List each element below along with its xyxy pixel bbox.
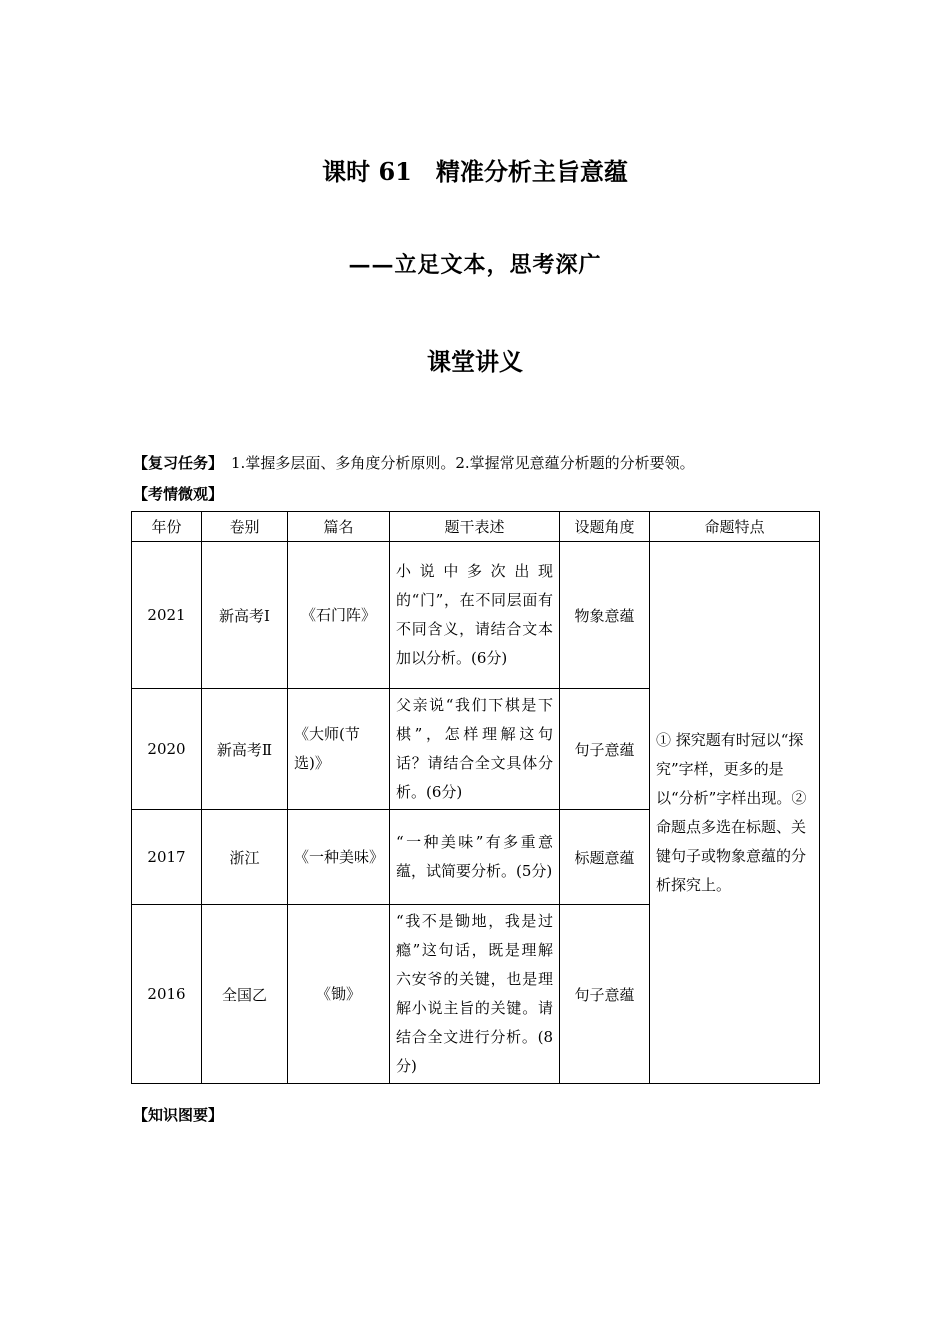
cell-question: 小说中多次出现的“门”，在不同层面有不同含义，请结合文本加以分析。(6分) [390, 542, 560, 689]
review-text: 1.掌握多层面、多角度分析原则。2.掌握常见意蕴分析题的分析要领。 [231, 454, 695, 472]
cell-year: 2017 [132, 810, 202, 905]
cell-angle: 句子意蕴 [560, 905, 650, 1084]
cell-paper: 新高考Ⅱ [202, 689, 288, 810]
cell-angle: 句子意蕴 [560, 689, 650, 810]
cell-year: 2020 [132, 689, 202, 810]
col-header-features: 命题特点 [650, 512, 820, 542]
cell-paper: 新高考Ⅰ [202, 542, 288, 689]
table-row [132, 542, 820, 689]
page-title: 课时 61 精准分析主旨意蕴 [322, 157, 628, 186]
cell-paper: 浙江 [202, 810, 288, 905]
cell-title: 《一种美味》 [288, 810, 390, 905]
exam-label: 【考情微观】 [133, 485, 224, 503]
review-task [133, 452, 695, 473]
col-header-angle: 设题角度 [560, 512, 650, 542]
cell-question: 父亲说“我们下棋是下棋”，怎样理解这句话？请结合全文具体分析。(6分) [390, 689, 560, 810]
table-header-row [132, 512, 820, 542]
cell-title: 《石门阵》 [288, 542, 390, 689]
col-header-year: 年份 [132, 512, 202, 542]
review-label: 【复习任务】 [133, 454, 224, 472]
cell-angle: 物象意蕴 [560, 542, 650, 689]
cell-paper: 全国乙 [202, 905, 288, 1084]
knowledge-label: 【知识图要】 [133, 1106, 224, 1124]
cell-title: 《锄》 [288, 905, 390, 1084]
col-header-question: 题干表述 [390, 512, 560, 542]
cell-angle: 标题意蕴 [560, 810, 650, 905]
cell-features: ① 探究题有时冠以“探究”字样，更多的是以“分析”字样出现。② 命题点多选在标题、关键句子或物象意蕴的分析探究上。 [650, 542, 820, 1084]
col-header-paper: 卷别 [202, 512, 288, 542]
cell-title: 《大师(节选)》 [288, 689, 390, 810]
exam-table [131, 511, 820, 1084]
cell-question: “我不是锄地，我是过瘾”这句话，既是理解六安爷的关键，也是理解小说主旨的关键。请结合全文进行分析。(8分) [390, 905, 560, 1084]
cell-question: “一种美味”有多重意蕴，试简要分析。(5分) [390, 810, 560, 905]
section-title: 课堂讲义 [427, 347, 523, 376]
cell-year: 2021 [132, 542, 202, 689]
page-subtitle: ——立足文本，思考深广 [348, 252, 602, 278]
col-header-title: 篇名 [288, 512, 390, 542]
cell-year: 2016 [132, 905, 202, 1084]
